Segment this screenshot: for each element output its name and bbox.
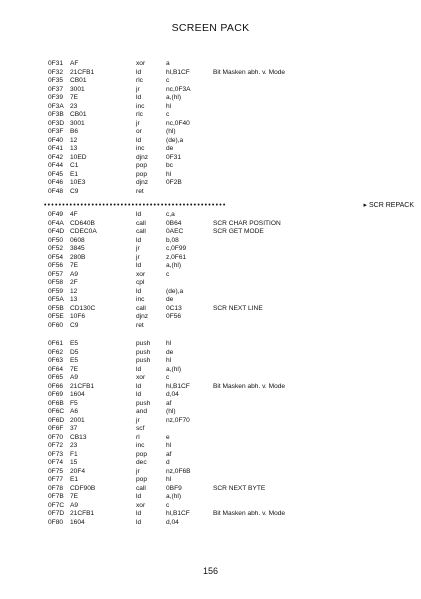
listing-row	[48, 179, 408, 188]
mnemonic: push	[136, 399, 151, 407]
listing-row	[48, 237, 408, 246]
listing-row	[48, 434, 408, 443]
mnemonic: rlc	[136, 111, 143, 118]
mnemonic: call	[136, 228, 146, 235]
address: 0F62	[48, 348, 64, 356]
hex-bytes: E5	[70, 357, 79, 364]
hex-bytes: 4F	[70, 211, 78, 218]
hex-bytes: 3001	[70, 119, 85, 127]
listing-row	[48, 383, 408, 392]
address: 0F35	[48, 77, 64, 84]
hex-bytes: 7E	[70, 493, 79, 500]
mnemonic: ret	[136, 187, 144, 195]
page-title: SCREEN PACK	[171, 22, 250, 34]
hex-bytes: B6	[70, 128, 79, 135]
listing-row	[48, 510, 408, 519]
listing-row	[48, 288, 408, 297]
address: 0F65	[48, 374, 64, 381]
address: 0F5B	[48, 304, 64, 312]
address: 0F3F	[48, 128, 64, 135]
operand: c	[166, 270, 170, 278]
operand: 0C13	[166, 304, 182, 312]
operand: 0AEC	[166, 228, 184, 235]
listing-row	[48, 262, 408, 271]
listing-row	[48, 154, 408, 163]
hex-bytes: 7E	[70, 365, 79, 373]
hex-bytes: 15	[70, 459, 78, 466]
listing-block-3	[48, 340, 408, 527]
mnemonic: scf	[136, 425, 145, 432]
listing-row	[48, 188, 408, 197]
hex-bytes: E1	[70, 476, 79, 483]
operand: hl	[166, 170, 172, 178]
address: 0F63	[48, 357, 64, 364]
address: 0F52	[48, 245, 64, 252]
address: 0F60	[48, 321, 64, 329]
operand: bc	[166, 162, 173, 169]
hex-bytes: 21CFB1	[70, 68, 95, 76]
operand: a,(hl)	[166, 365, 182, 373]
mnemonic: ld	[136, 94, 142, 101]
listing-row	[48, 128, 408, 137]
operand: d	[166, 459, 170, 466]
operand: de	[166, 348, 174, 356]
address: 0F7B	[48, 493, 64, 500]
hex-bytes: CDEC0A	[70, 228, 97, 235]
mnemonic: pop	[136, 476, 148, 483]
address: 0F6F	[48, 425, 64, 432]
hex-bytes: C9	[70, 321, 79, 329]
operand: a,(hl)	[166, 262, 182, 269]
mnemonic: ld	[136, 262, 142, 269]
separator-label: SCR REPACK	[369, 202, 414, 209]
hex-bytes: 23	[70, 102, 78, 110]
address: 0F57	[48, 270, 64, 278]
page-number: 156	[202, 566, 219, 576]
address: 0F6B	[48, 399, 64, 407]
mnemonic: xor	[136, 270, 146, 278]
listing-row	[48, 220, 408, 229]
hex-bytes: CB01	[70, 77, 87, 84]
operand: 0B64	[166, 219, 182, 227]
listing-row	[48, 374, 408, 383]
operand: (de),a	[166, 136, 184, 144]
address: 0F5A	[48, 296, 64, 303]
address: 0F4D	[48, 228, 65, 235]
mnemonic: dec	[136, 459, 147, 466]
listing-row	[48, 120, 408, 129]
separator-label-wrap	[364, 201, 414, 210]
mnemonic: djnz	[136, 179, 149, 186]
address: 0F3A	[48, 102, 64, 110]
listing-row	[48, 400, 408, 409]
hex-bytes: C1	[70, 162, 79, 169]
hex-bytes: A9	[70, 501, 79, 509]
hex-bytes: 280B	[70, 253, 86, 261]
mnemonic: ld	[136, 211, 142, 218]
address: 0F48	[48, 187, 64, 195]
listing-row	[48, 279, 408, 288]
mnemonic: xor	[136, 501, 146, 509]
operand: c,0F99	[166, 245, 187, 252]
listing-row	[48, 228, 408, 237]
hex-bytes: CB13	[70, 433, 87, 441]
hex-bytes: 21CFB1	[70, 382, 95, 390]
mnemonic: rl	[136, 433, 140, 441]
operand: hl	[166, 357, 172, 364]
mnemonic: djnz	[136, 153, 149, 161]
listing-row	[48, 86, 408, 95]
hex-bytes: 0608	[70, 236, 85, 244]
operand: hl,B1CF	[166, 68, 190, 76]
listing-row	[48, 94, 408, 103]
mnemonic: pop	[136, 162, 148, 169]
operand: (de),a	[166, 287, 184, 295]
operand: b,08	[166, 236, 179, 244]
operand: hl,B1CF	[166, 382, 190, 390]
operand: hl	[166, 102, 172, 110]
comment: SCR NEXT BYTE	[213, 484, 266, 492]
address: 0F42	[48, 153, 64, 161]
mnemonic: inc	[136, 296, 145, 303]
listing-row	[48, 502, 408, 511]
listing-row	[48, 77, 408, 86]
hex-bytes: AF	[70, 60, 79, 67]
mnemonic: djnz	[136, 313, 149, 320]
operand: a,(hl)	[166, 493, 182, 500]
address: 0F46	[48, 179, 64, 186]
listing-block-2	[48, 211, 408, 330]
listing-row	[48, 408, 408, 417]
listing-row	[48, 254, 408, 263]
operand: hl	[166, 442, 172, 449]
listing-row	[48, 305, 408, 314]
mnemonic: ld	[136, 382, 142, 390]
comment: SCR GET MODE	[213, 228, 264, 235]
listing-row	[48, 162, 408, 171]
operand: 0F2B	[166, 179, 182, 186]
address: 0F49	[48, 211, 64, 218]
operand: nc,0F3A	[166, 85, 191, 93]
address: 0F41	[48, 145, 64, 152]
separator-dots: ••••••••••••••••••••••••••••••••••••••••••••••••••	[44, 202, 227, 209]
operand: c	[166, 374, 170, 381]
operand: 0F56	[166, 313, 182, 320]
listing-row	[48, 171, 408, 180]
address: 0F5E	[48, 313, 64, 320]
hex-bytes: 7E	[70, 94, 79, 101]
operand: (hl)	[166, 408, 176, 415]
mnemonic: cpl	[136, 279, 145, 286]
mnemonic: ld	[136, 518, 142, 526]
address: 0F37	[48, 85, 64, 93]
listing-row	[48, 69, 408, 78]
address: 0F40	[48, 136, 64, 144]
address: 0F3D	[48, 119, 65, 127]
mnemonic: ld	[136, 68, 142, 76]
listing-row	[48, 349, 408, 358]
hex-bytes: CB01	[70, 111, 87, 118]
operand: c,a	[166, 211, 175, 218]
operand: nz,0F6B	[166, 467, 191, 475]
listing-row	[48, 60, 408, 69]
address: 0F64	[48, 365, 64, 373]
hex-bytes: A9	[70, 374, 79, 381]
hex-bytes: 2001	[70, 416, 85, 424]
address: 0F72	[48, 442, 64, 449]
listing-row	[48, 425, 408, 434]
listing-row	[48, 451, 408, 460]
address: 0F61	[48, 340, 64, 347]
hex-bytes: E5	[70, 340, 79, 347]
mnemonic: push	[136, 340, 151, 347]
operand: e	[166, 433, 170, 441]
mnemonic: pop	[136, 170, 148, 178]
listing-row	[48, 391, 408, 400]
address: 0F6D	[48, 416, 65, 424]
hex-bytes: 10E3	[70, 179, 86, 186]
listing-row	[48, 442, 408, 451]
mnemonic: ld	[136, 391, 142, 398]
listing-block-1	[48, 60, 408, 196]
address: 0F6C	[48, 408, 65, 415]
listing-row	[48, 340, 408, 349]
listing-row	[48, 519, 408, 528]
hex-bytes: 21CFB1	[70, 510, 95, 517]
mnemonic: ld	[136, 493, 142, 500]
hex-bytes: 13	[70, 296, 78, 303]
comment: Bit Masken abh. v. Mode	[213, 382, 286, 390]
address: 0F3B	[48, 111, 64, 118]
mnemonic: jr	[136, 245, 140, 252]
operand: nc,0F40	[166, 119, 190, 127]
listing-row	[48, 103, 408, 112]
address: 0F77	[48, 476, 64, 483]
hex-bytes: 20F4	[70, 467, 86, 475]
address: 0F70	[48, 433, 64, 441]
hex-bytes: 1604	[70, 391, 85, 398]
mnemonic: ld	[136, 287, 142, 295]
address: 0F7D	[48, 510, 65, 517]
address: 0F56	[48, 262, 64, 269]
mnemonic: pop	[136, 450, 148, 458]
address: 0F39	[48, 94, 64, 101]
listing-row	[48, 271, 408, 280]
mnemonic: inc	[136, 145, 145, 152]
hex-bytes: 1604	[70, 518, 85, 526]
mnemonic: jr	[136, 416, 140, 424]
listing-row	[48, 313, 408, 322]
operand: a,(hl)	[166, 94, 182, 101]
mnemonic: ld	[136, 136, 142, 144]
operand: c	[166, 77, 170, 84]
listing-row	[48, 417, 408, 426]
assembly-listing	[44, 60, 414, 527]
listing-row	[48, 245, 408, 254]
listing-row	[48, 493, 408, 502]
hex-bytes: 2F	[70, 279, 78, 286]
operand: 0BF9	[166, 484, 182, 492]
listing-row	[48, 296, 408, 305]
hex-bytes: 12	[70, 287, 78, 295]
hex-bytes: D5	[70, 348, 79, 356]
mnemonic: ret	[136, 321, 144, 329]
operand: (hl)	[166, 128, 176, 135]
address: 0F7C	[48, 501, 65, 509]
address: 0F74	[48, 459, 64, 466]
operand: af	[166, 450, 172, 458]
hex-bytes: 7E	[70, 262, 79, 269]
listing-row	[48, 366, 408, 375]
listing-row	[48, 322, 408, 331]
address: 0F32	[48, 68, 64, 76]
mnemonic: push	[136, 357, 151, 364]
mnemonic: jr	[136, 467, 140, 475]
address: 0F80	[48, 518, 64, 526]
section-separator	[44, 201, 414, 210]
operand: c	[166, 501, 170, 509]
mnemonic: call	[136, 484, 146, 492]
comment: Bit Masken abh. v. Mode	[213, 510, 286, 517]
address: 0F75	[48, 467, 64, 475]
comment: Bit Masken abh. v. Mode	[213, 68, 286, 76]
separator-arrow-icon: ▸	[363, 202, 368, 209]
mnemonic: xor	[136, 60, 146, 67]
comment: SCR CHAR POSITION	[213, 219, 281, 227]
operand: z,0F61	[166, 253, 187, 261]
hex-bytes: 23	[70, 442, 78, 449]
listing-row	[48, 476, 408, 485]
hex-bytes: CD640B	[70, 219, 95, 227]
listing-row	[48, 111, 408, 120]
mnemonic: jr	[136, 119, 140, 127]
hex-bytes: 37	[70, 425, 78, 432]
mnemonic: inc	[136, 442, 145, 449]
listing-row	[48, 485, 408, 494]
mnemonic: inc	[136, 102, 145, 110]
mnemonic: jr	[136, 85, 140, 93]
address: 0F69	[48, 391, 64, 398]
operand: hl,B1CF	[166, 510, 190, 517]
address: 0F58	[48, 279, 64, 286]
address: 0F73	[48, 450, 64, 458]
listing-row	[48, 459, 408, 468]
operand: de	[166, 296, 174, 303]
mnemonic: rlc	[136, 77, 143, 84]
operand: c	[166, 111, 170, 118]
hex-bytes: 3845	[70, 245, 85, 252]
hex-bytes: E1	[70, 170, 79, 178]
address: 0F59	[48, 287, 64, 295]
hex-bytes: CDF90B	[70, 484, 96, 492]
mnemonic: ld	[136, 236, 142, 244]
mnemonic: xor	[136, 374, 146, 381]
mnemonic: or	[136, 128, 142, 135]
hex-bytes: A6	[70, 408, 79, 415]
block-gap	[48, 330, 408, 340]
address: 0F31	[48, 60, 64, 67]
operand: hl	[166, 340, 172, 347]
address: 0F78	[48, 484, 64, 492]
address: 0F44	[48, 162, 64, 169]
hex-bytes: F1	[70, 450, 78, 458]
mnemonic: push	[136, 348, 151, 356]
mnemonic: and	[136, 408, 148, 415]
hex-bytes: 10F6	[70, 313, 86, 320]
operand: af	[166, 399, 172, 407]
operand: de	[166, 145, 174, 152]
operand: d,04	[166, 391, 179, 398]
listing-row	[48, 357, 408, 366]
operand: hl	[166, 476, 172, 483]
address: 0F54	[48, 253, 64, 261]
hex-bytes: F5	[70, 399, 78, 407]
address: 0F50	[48, 236, 64, 244]
hex-bytes: CD130C	[70, 304, 96, 312]
address: 0F4A	[48, 219, 64, 227]
operand: d,04	[166, 518, 179, 526]
operand: a	[166, 60, 170, 67]
hex-bytes: 13	[70, 145, 78, 152]
listing-row	[48, 137, 408, 146]
hex-bytes: 10ED	[70, 153, 87, 161]
hex-bytes: A9	[70, 270, 79, 278]
operand: nz,0F70	[166, 416, 190, 424]
listing-row	[48, 211, 408, 220]
address: 0F66	[48, 382, 64, 390]
mnemonic: ld	[136, 365, 142, 373]
mnemonic: call	[136, 219, 146, 227]
hex-bytes: C9	[70, 187, 79, 195]
listing-row	[48, 145, 408, 154]
hex-bytes: 12	[70, 136, 78, 144]
address: 0F45	[48, 170, 64, 178]
mnemonic: ld	[136, 510, 142, 517]
listing-row	[48, 468, 408, 477]
comment: SCR NEXT LINE	[213, 304, 263, 312]
mnemonic: call	[136, 304, 146, 312]
operand: 0F31	[166, 153, 182, 161]
mnemonic: jr	[136, 253, 140, 261]
hex-bytes: 3001	[70, 85, 85, 93]
